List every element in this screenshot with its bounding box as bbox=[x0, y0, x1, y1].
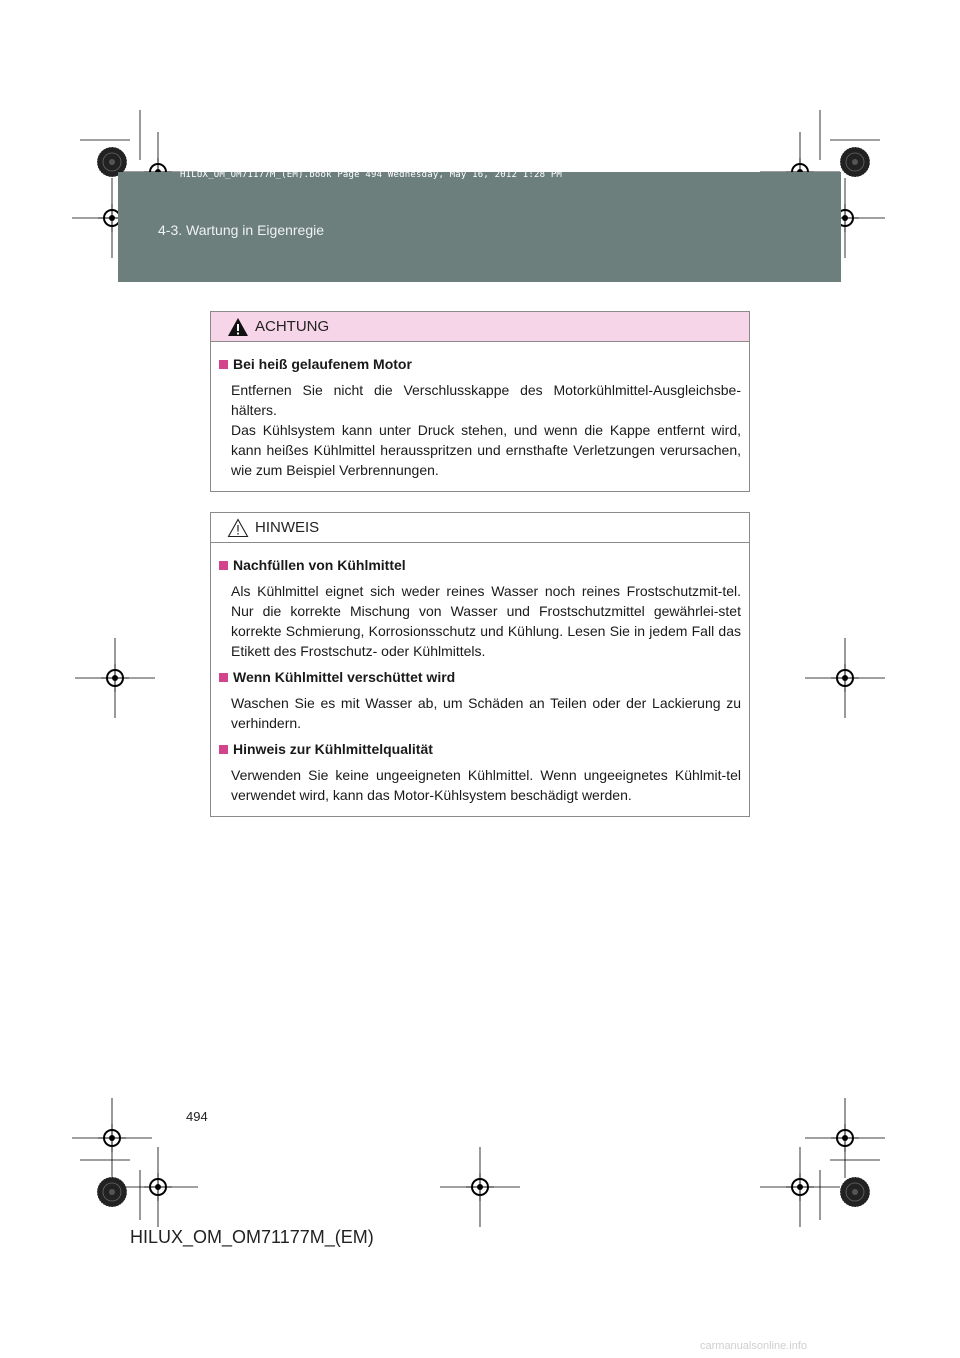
notice-box-header bbox=[211, 513, 749, 543]
caution-triangle-icon bbox=[227, 518, 249, 538]
subheading-text: Wenn Kühlmittel verschüttet wird bbox=[233, 669, 456, 685]
subheading bbox=[219, 555, 741, 575]
paragraph: Als Kühlmittel eignet sich weder reines Wasser noch reines Frostschutzmit-tel. Nur die korrekte Mischung von Wasser und Frostschutzmittel gewährlei-stet korrekte Schmierung, Korrosionsschutz und Kühlung. Lesen Sie in jedem Fall das Etikett des Frostschutz- oder Kühlmittels. bbox=[231, 583, 741, 659]
warning-box-title: ACHTUNG bbox=[255, 318, 330, 335]
section-title: 4-3. Wartung in Eigenregie bbox=[158, 222, 325, 238]
subheading bbox=[219, 354, 741, 374]
warning-triangle-icon bbox=[227, 317, 249, 337]
file-stamp: HILUX_OM_OM71177M_(EM).book Page 494 Wednesday, May 16, 2012 1:28 PM bbox=[180, 170, 563, 180]
paragraph: Verwenden Sie keine ungeeigneten Kühlmittel. Wenn ungeeignetes Kühlmit-tel verwendet wird, kann das Motor-Kühlsystem beschädigt werden. bbox=[231, 767, 741, 803]
warning-box-body bbox=[211, 342, 749, 498]
subheading-text: Hinweis zur Kühlmittelqualität bbox=[233, 741, 433, 757]
paragraph: Entfernen Sie nicht die Verschlusskappe des Motorkühlmittel-Ausgleichsbe-hälters. bbox=[231, 382, 741, 418]
notice-box-body bbox=[211, 543, 749, 823]
square-bullet-icon bbox=[219, 561, 228, 570]
square-bullet-icon bbox=[219, 360, 228, 369]
notice-box bbox=[210, 512, 750, 817]
subheading-text: Nachfüllen von Kühlmittel bbox=[233, 557, 406, 573]
square-bullet-icon bbox=[219, 673, 228, 682]
paragraph: Das Kühlsystem kann unter Druck stehen, und wenn die Kappe entfernt wird, kann heißes Kühlmittel herausspritzen und ernsthafte Verletzungen verursachen, wie zum Beispiel Verbrennungen. bbox=[231, 422, 741, 478]
square-bullet-icon bbox=[219, 745, 228, 754]
subheading-text: Bei heiß gelaufenem Motor bbox=[233, 356, 412, 372]
subheading bbox=[219, 739, 741, 759]
warning-box-header bbox=[211, 312, 749, 342]
page-number: 494 bbox=[186, 1109, 208, 1124]
warning-box bbox=[210, 311, 750, 492]
subheading bbox=[219, 667, 741, 687]
watermark: carmanualsonline.info bbox=[700, 1340, 808, 1352]
document-code: HILUX_OM_OM71177M_(EM) bbox=[130, 1227, 374, 1247]
notice-box-title: HINWEIS bbox=[255, 519, 320, 536]
paragraph: Waschen Sie es mit Wasser ab, um Schäden an Teilen oder der Lackierung zu verhindern. bbox=[231, 695, 741, 731]
